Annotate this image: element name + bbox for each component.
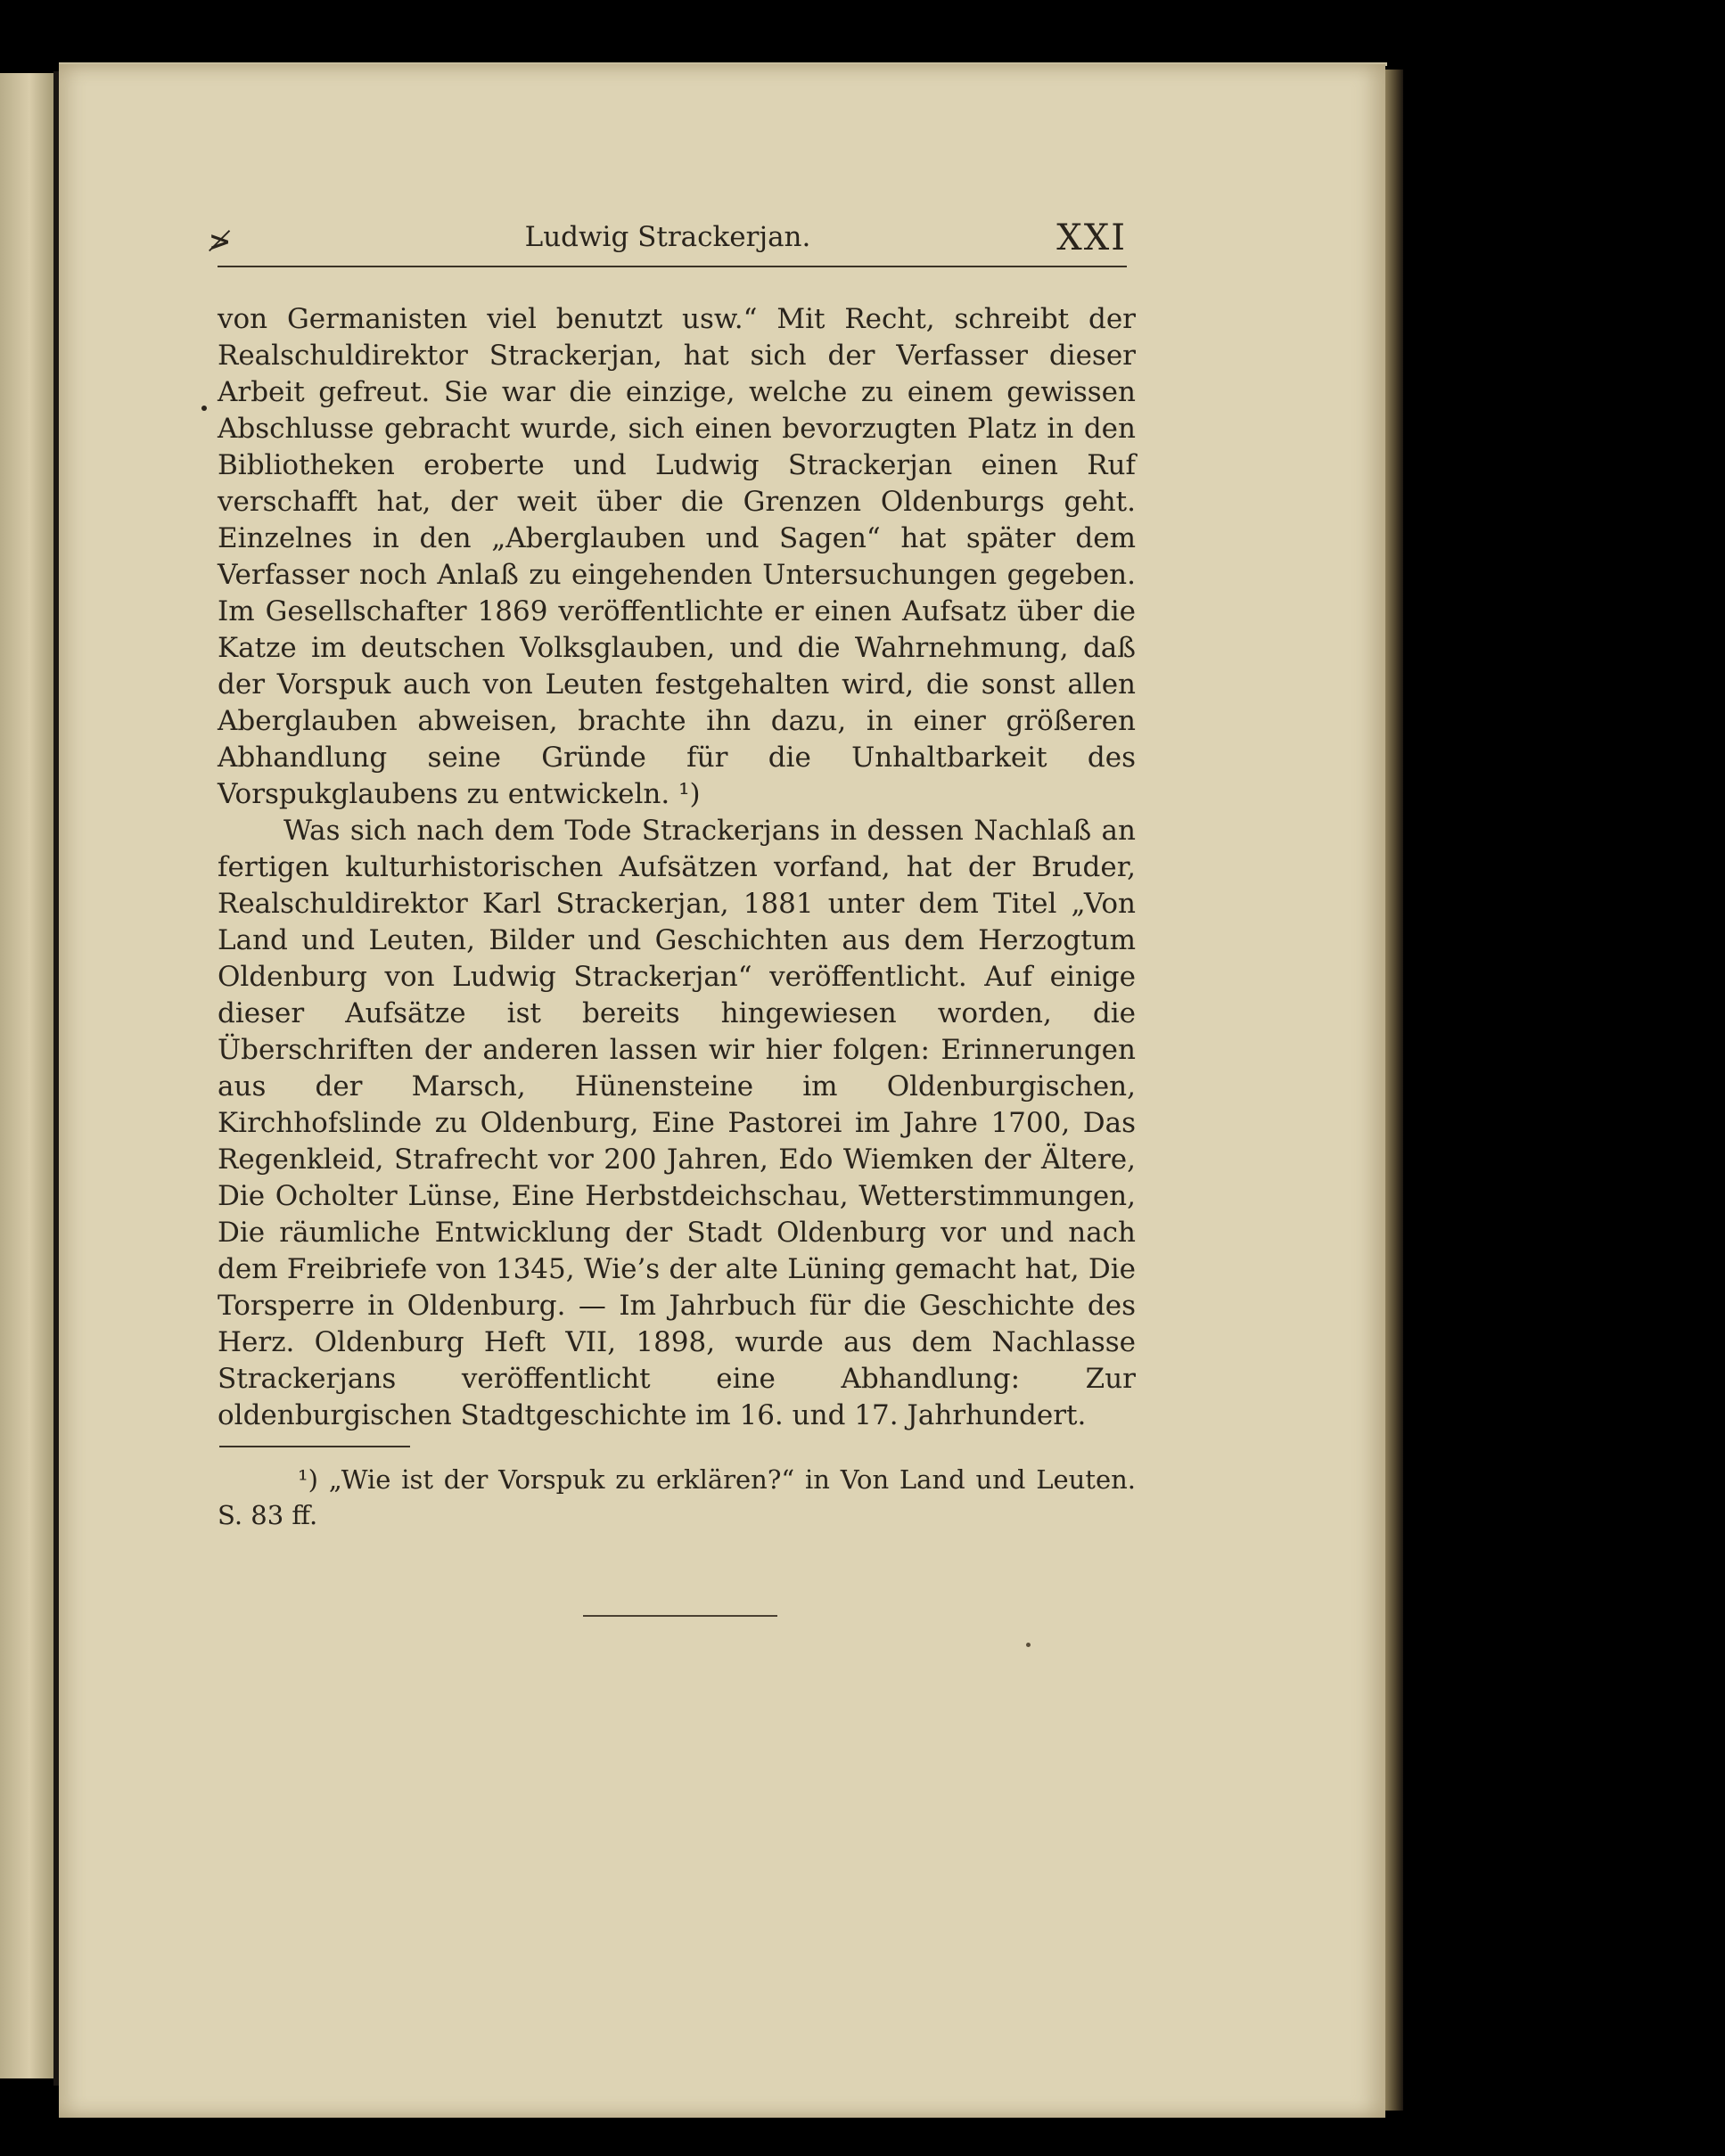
end-rule bbox=[583, 1615, 777, 1617]
running-head: Ludwig Strackerjan. bbox=[524, 221, 811, 253]
header-rule bbox=[218, 266, 1127, 267]
footnote: ¹) „Wie ist der Vorspuk zu erklären?“ in Von Land und Leuten. S. 83 ff. bbox=[218, 1464, 1136, 1530]
body-text bbox=[218, 301, 1136, 1434]
paragraph-2: Was sich nach dem Tode Strackerjans in dessen Nachlaß an fertigen kulturhistorischen Aufsätzen vorfand, hat der Bruder, Realschuldirektor Karl Strackerjan, 1881 unter dem Titel „Von Land und Leuten, Bilder und Geschichten aus dem Herzogtum Oldenburg von Ludwig Strackerjan“ veröffentlicht. Auf einige dieser Aufsätze ist bereits hingewiesen worden, die Überschriften der anderen lassen wir hier folgen: Erinnerungen aus der Marsch, Hünensteine im Oldenburgischen, Kirchhofslinde zu Oldenburg, Eine Pastorei im Jahre 1700, Das Regenkleid, Strafrecht vor 200 Jahren, Edo Wiemken der Ältere, Die Ocholter Lünse, Eine Herbstdeichschau, Wetterstimmungen, Die räumliche Entwicklung der Stadt Oldenburg vor und nach dem Freibriefe von 1345, Wie’s der alte Lüning gemacht hat, Die Torsperre in Oldenburg. — Im Jahrbuch für die Geschichte des Herz. Oldenburg Heft VII, 1898, wurde aus dem Nachlasse Strackerjans veröffentlicht eine Abhandlung: Zur oldenburgischen Stadtgeschichte im 16. und 17. Jahrhundert. bbox=[218, 815, 1136, 1431]
margin-dot bbox=[201, 406, 207, 411]
page-header bbox=[209, 217, 1127, 262]
paragraph-1: von Germanisten viel benutzt usw.“ Mit Recht, schreibt der Realschuldirektor Strackerjan, hat sich der Verfasser dieser Arbeit gefreut. Sie war die einzige, welche zu einem gewissen Abschlusse gebracht wurde, sich einen bevorzugten Platz in den Bibliotheken eroberte und Ludwig Strackerjan einen Ruf verschafft hat, der weit über die Grenzen Oldenburgs geht. Einzelnes in den „Aberglauben und Sagen“ hat später dem Verfasser noch Anlaß zu eingehenden Untersuchungen gegeben. Im Gesellschafter 1869 veröffentlichte er einen Aufsatz über die Katze im deutschen Volksglauben, und die Wahrnehmung, daß der Vorspuk auch von Leuten festgehalten wird, die sonst allen Aberglauben abweisen, brachte ihn dazu, in einer größeren Abhandlung seine Gründe für die Unhaltbarkeit des Vorspukglaubens zu entwickeln. ¹) bbox=[218, 303, 1136, 810]
footnote-rule bbox=[219, 1446, 410, 1447]
page-right-edge bbox=[1385, 70, 1403, 2111]
page-number: XXI bbox=[1056, 217, 1127, 258]
left-page-edge bbox=[0, 73, 53, 2078]
header-ornament-icon: ≯ bbox=[209, 226, 232, 258]
stray-mark bbox=[1026, 1643, 1031, 1647]
